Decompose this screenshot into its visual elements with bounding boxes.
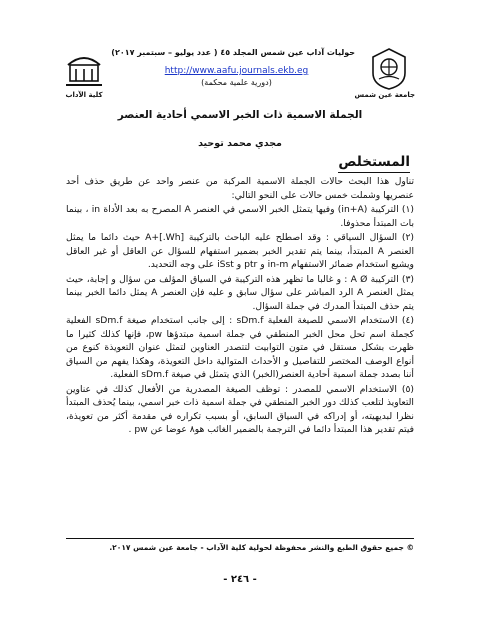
abstract-case-5-paragraph: (٥) الاستخدام الاسمي للمصدر : توظف الصيغة المصدرية من الأفعال كذلك في عناوين التعاويذ لتلعب كذلك دور الخبر المنطقي في جملة اسمية ذات خبر اسمي، بينما يُحذف المبتدأ نظرا لبديهيته، أو إدراكه في السياق السابق، أو بسبب تكراره في مقدمة أكثر من تعويذة، فيتم تقدير هذا المبتدأ دائما في الترجمة بالضمير الغائب هو٨ عوضا عن pw . — [66, 383, 414, 435]
footer-divider — [66, 538, 414, 539]
university-emblem-icon — [369, 47, 409, 91]
journal-type: (دورية علمية محكمة) — [201, 78, 272, 87]
article-author: مجدي محمد توحيد — [198, 138, 282, 149]
journal-url-link[interactable]: http://www.aafu.journals.ekb.eg — [164, 66, 309, 76]
ain-shams-university-logo — [354, 47, 415, 103]
article-title: الجملة الاسمية ذات الخبر الاسمي أحادية العنصر — [117, 109, 363, 121]
page-number: - ٢٤٦ - — [223, 574, 257, 585]
abstract-heading: المستخلص — [338, 153, 410, 173]
abstract-case-4-paragraph: (٤) الاستخدام الاسمي للصيغة الفعلية sDm.f : إلى جانب استخدام صيغة sDm.f الفعلية كجملة اسم تحل محل الخبر المنطقي في جملة اسمية مبتدؤها pw، فإنها كذلك كثيرا ما ظهرت بشكل مستقل في متون التوابيت لتتصدر العناوين لتمثل عنوان التعويذة كنوع من أنواع الوصف المختصر للتفاصيل و الأحداث المتوالية داخل التعويذة، وهكذا يفهم من السياق أننا بصدد جملة اسمية أحادية العنصر(الخبر) الذي يتمثل في صيغة sDm.f الفعلية. — [66, 315, 415, 380]
faculty-of-arts-logo — [58, 47, 110, 103]
abstract-intro-paragraph: تناول هذا البحث حالات الجملة الاسمية المركبة من عنصر واحد عن طريق حذف أحد عنصريها وشملت خمس حالات على النحو التالي: — [66, 176, 414, 201]
journal-info — [111, 47, 355, 88]
university-logo-caption: جامعة عين شمس — [354, 91, 415, 99]
abstract-case-1-paragraph: (١) التركيبة (in+A) وفيها يتمثل الخبر الاسمي في العنصر A المصرح به بعد الأداة in ، بينما بات المبتدأ محذوفا. — [66, 204, 414, 229]
journal-citation: حوليات آداب عين شمس المجلد ٤٥ ( عدد يوليو – سبتمبر ٢٠١٧) — [111, 48, 355, 57]
abstract-body — [66, 175, 414, 438]
copyright-notice: © جميع حقوق الطبع والنشر محفوظة لحولية كلية الآداب - جامعة عين شمس ٢٠١٧. — [109, 543, 414, 552]
faculty-logo-caption: كلية الآداب — [65, 91, 103, 99]
journal-header — [58, 47, 415, 103]
abstract-case-3-paragraph: (٣) التركيبة A Ø : و غالبا ما تظهر هذه التركيبة في السياق المؤلف من سؤال و إجابة، حيث يمثل العنصر A الرد المباشر على سؤال سابق و عليه فإن العنصر A يمثل دائما الخبر بينما يتم حذف المبتدأ المدرك في جملة السؤال. — [66, 273, 414, 312]
abstract-case-2-paragraph: (٢) السؤال السياقي : وقد اصطلح عليه الباحث بالتركيبة [Wh.]+A حيث دائما ما يمثل العنصر A المبتدأ، بينما يتم تقدير الخبر بضمير استفهام للسؤال عن العاقل أو غير العاقل ويشيع استخدام ضمائر الاستفهام in-m و ptr و iSst على وجه التحديد. — [66, 232, 415, 270]
faculty-emblem-icon — [62, 47, 106, 91]
